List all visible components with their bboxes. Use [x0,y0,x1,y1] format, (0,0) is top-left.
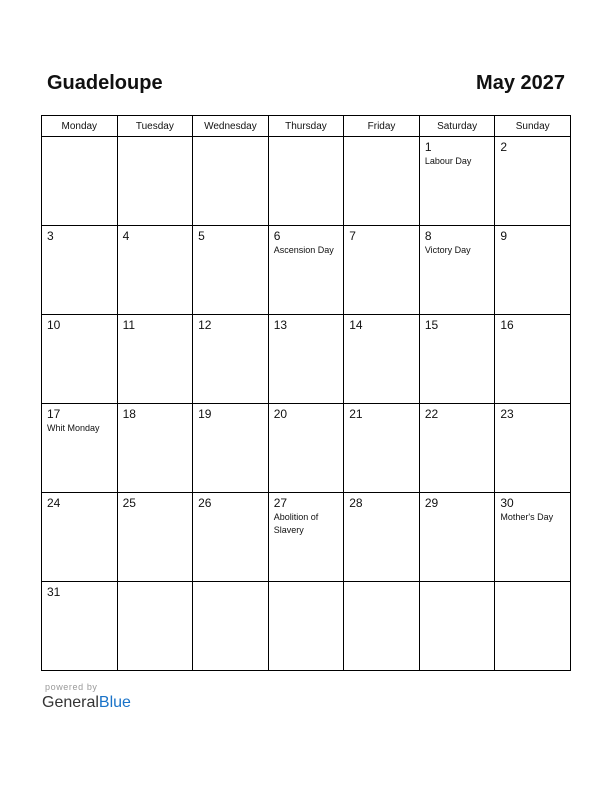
day-number: 18 [122,407,136,421]
day-number: 9 [500,229,508,243]
day-number: 24 [47,496,61,510]
day-cell [495,582,571,671]
day-number: 2 [500,140,508,154]
weekday-header-row [42,116,571,137]
day-number: 30 [500,496,514,510]
day-number: 21 [349,407,363,421]
day-cell [42,137,118,226]
day-cell [117,315,193,404]
day-cell [42,226,118,315]
day-number: 19 [198,407,212,421]
day-cell [42,493,118,582]
week-row [42,315,571,404]
holiday-label: Mother's Day [500,512,554,522]
month-year-title: May 2027 [476,72,565,94]
day-cell [419,582,495,671]
week-row [42,582,571,671]
day-number: 13 [273,318,288,332]
weekday-header: Friday [344,116,420,137]
day-cell [117,226,193,315]
day-cell [268,404,344,493]
weekday-header: Thursday [268,116,344,137]
day-cell [117,582,193,671]
day-cell [495,404,571,493]
day-cell [344,582,420,671]
holiday-label: Ascension Day [273,245,334,255]
day-number: 14 [349,318,363,332]
day-number: 17 [47,407,61,421]
day-cell [344,226,420,315]
day-cell [419,493,495,582]
day-number: 4 [122,229,130,243]
day-cell [42,315,118,404]
week-row [42,226,571,315]
day-cell [419,137,495,226]
day-cell [495,493,571,582]
weekday-header: Monday [42,116,118,137]
day-number: 31 [47,585,61,599]
day-cell [193,137,269,226]
day-cell [344,315,420,404]
day-cell [268,315,344,404]
brand-part-general: General [42,694,99,711]
day-number: 7 [349,229,356,243]
day-cell [495,226,571,315]
weekday-header: Saturday [419,116,495,137]
day-number: 12 [198,318,212,332]
day-cell [193,226,269,315]
day-number: 25 [122,496,136,510]
day-cell [419,404,495,493]
day-cell [268,493,344,582]
day-number: 28 [349,496,363,510]
day-number: 29 [424,496,439,510]
day-cell [495,315,571,404]
day-number: 6 [273,229,281,243]
calendar-grid [41,115,571,671]
day-cell [268,582,344,671]
day-cell [344,137,420,226]
day-number: 23 [500,407,514,421]
day-cell [268,226,344,315]
weekday-header: Wednesday [193,116,269,137]
day-number: 10 [47,318,61,332]
day-number: 1 [424,140,432,154]
day-number: 27 [273,496,288,510]
day-number: 3 [47,229,54,243]
day-cell [344,404,420,493]
day-cell [419,315,495,404]
brand-logo [42,694,131,712]
day-number: 16 [500,318,514,332]
day-number: 26 [198,496,212,510]
holiday-label: Abolition of Slavery [273,512,319,535]
week-row [42,493,571,582]
day-number: 20 [273,407,288,421]
week-row [42,137,571,226]
day-cell [117,493,193,582]
holiday-label: Victory Day [424,245,471,255]
day-cell [419,226,495,315]
day-number: 8 [424,229,432,243]
weekday-header: Sunday [495,116,571,137]
week-row [42,404,571,493]
day-number: 5 [198,229,205,243]
day-number: 11 [122,318,136,332]
day-cell [193,582,269,671]
day-cell [268,137,344,226]
day-number: 15 [424,318,439,332]
day-cell [117,404,193,493]
day-cell [193,315,269,404]
brand-part-blue: Blue [98,694,131,711]
day-cell [344,493,420,582]
day-cell [42,404,118,493]
weekday-header: Tuesday [117,116,193,137]
day-cell [193,493,269,582]
day-number: 22 [424,407,439,421]
day-cell [193,404,269,493]
day-cell [42,582,118,671]
day-cell [495,137,571,226]
holiday-label: Labour Day [424,156,472,166]
powered-by-label: powered by [45,682,98,692]
country-title: Guadeloupe [47,72,163,94]
day-cell [117,137,193,226]
holiday-label: Whit Monday [47,423,100,433]
